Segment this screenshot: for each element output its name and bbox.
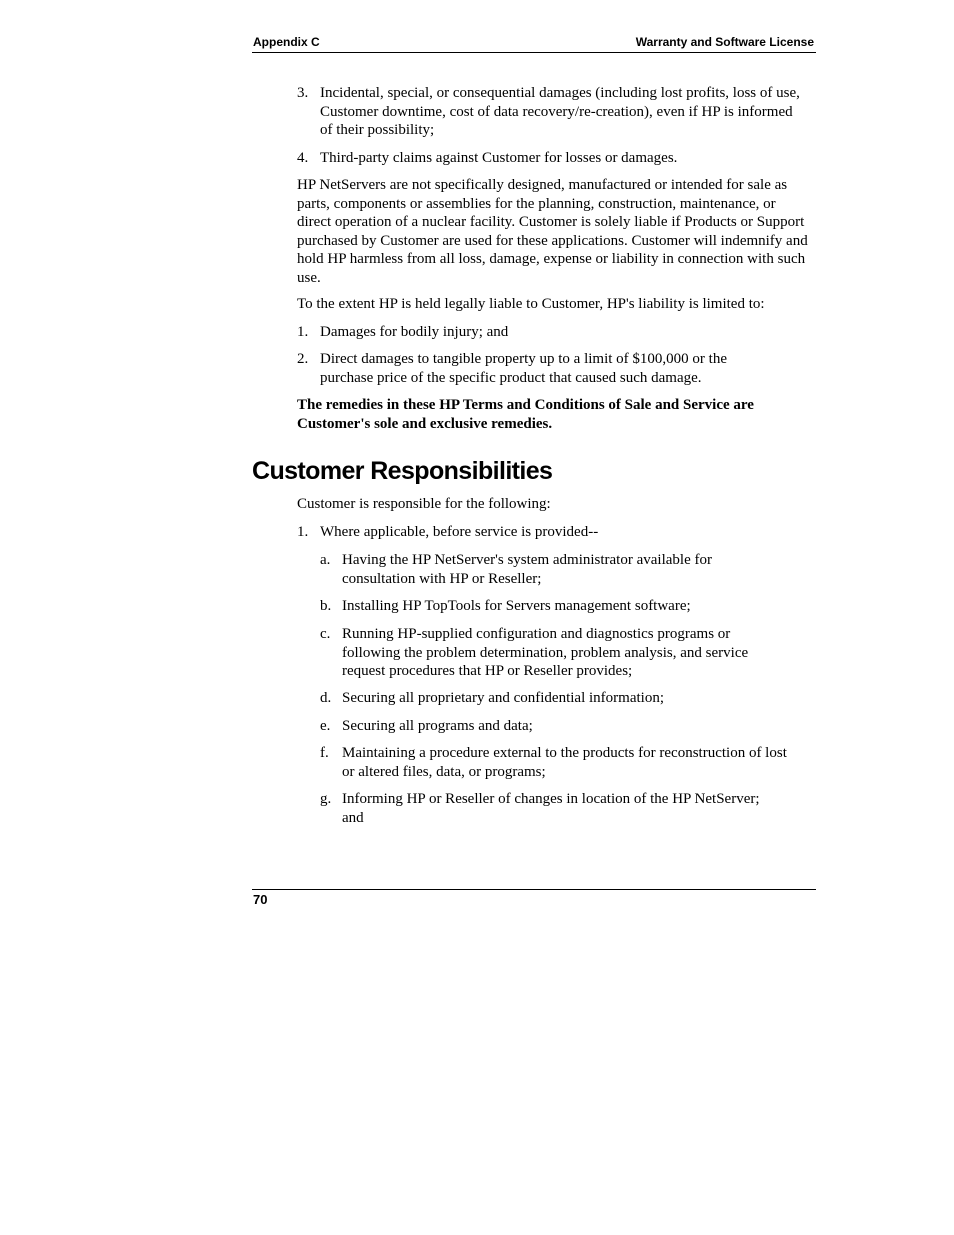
list-item-text: Third-party claims against Customer for losses or damages. [320, 150, 678, 166]
list-item-number: 3. [297, 85, 309, 101]
sub-list-item-text: Maintaining a procedure external to the products for reconstruction of lost or altered files, data, or programs; [342, 745, 787, 780]
sub-list-item-letter: b. [320, 598, 332, 614]
sub-list-item-text: Informing HP or Reseller of changes in location of the HP NetServer; and [342, 791, 760, 826]
page-number: 70 [253, 892, 268, 907]
paragraph-liability-extent: To the extent HP is held legally liable to Customer, HP's liability is limited to: [297, 296, 765, 312]
sub-list-item-letter: c. [320, 626, 331, 642]
sub-list-item-letter: e. [320, 718, 331, 734]
list-item-text: Direct damages to tangible property up to a limit of $100,000 or the purchase price of the specific product that caused such damage. [320, 351, 727, 386]
list-item-text: Damages for bodily injury; and [320, 324, 509, 340]
header-section-title: Warranty and Software License [635, 35, 814, 49]
list-item-number: 2. [297, 351, 309, 367]
paragraph-netservers: HP NetServers are not specifically designed, manufactured or intended for sale as parts, components or assemblies for the planning, construction, maintenance, or direct operation of a nuclear facility. Customer is solely liable if Products or Support purchased by Customer are used for these applications. Customer will indemnify and hold HP harmless from all loss, damage, expense or liability in connection with such use. [297, 177, 808, 286]
list-item-number: 4. [297, 150, 309, 166]
list-item-text: Where applicable, before service is provided-- [320, 524, 599, 540]
paragraph-remedies: The remedies in these HP Terms and Conditions of Sale and Service are Customer's sole and exclusive remedies. [297, 397, 754, 432]
list-item-number: 1. [297, 324, 309, 340]
sub-list-item-letter: d. [320, 690, 332, 706]
sub-list-item-text: Installing HP TopTools for Servers management software; [342, 598, 691, 614]
sub-list-item-letter: a. [320, 552, 331, 568]
sub-list-item-letter: f. [320, 745, 329, 761]
footer-rule [252, 889, 816, 890]
list-item-text: Incidental, special, or consequential damages (including lost profits, loss of use, Customer downtime, cost of data recovery/re-creation), even if HP is informed of their possibility; [320, 85, 800, 138]
running-header [252, 34, 816, 53]
paragraph-responsible: Customer is responsible for the following: [297, 496, 551, 512]
list-item-number: 1. [297, 524, 309, 540]
sub-list-item-text: Securing all proprietary and confidential information; [342, 690, 664, 706]
header-appendix-label: Appendix C [253, 35, 320, 49]
section-heading: Customer Responsibilities [252, 457, 553, 485]
sub-list-item-text: Securing all programs and data; [342, 718, 533, 734]
sub-list-item-text: Having the HP NetServer's system administrator available for consultation with HP or Reseller; [342, 552, 712, 587]
sub-list-item-letter: g. [320, 791, 332, 807]
sub-list-item-text: Running HP-supplied configuration and diagnostics programs or following the problem determination, problem analysis, and service request procedures that HP or Reseller provides; [342, 626, 749, 679]
